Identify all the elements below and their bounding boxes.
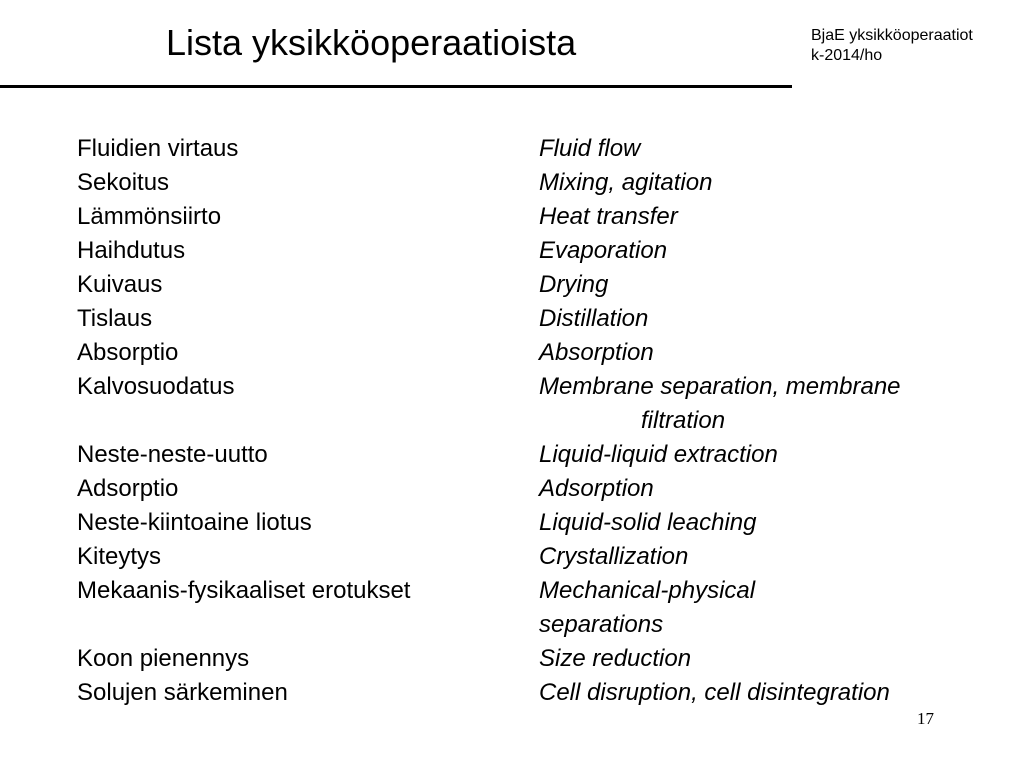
list-item	[77, 268, 997, 302]
term-english: Cell disruption, cell disintegration	[539, 679, 890, 706]
term-finnish: Haihdutus	[77, 237, 186, 264]
term-finnish: Tislaus	[77, 305, 153, 332]
list-item	[77, 540, 997, 574]
term-finnish: Adsorptio	[77, 475, 179, 502]
term-finnish: Solujen särkeminen	[77, 679, 288, 706]
term-english: Size reduction	[539, 645, 692, 672]
page-number: 17	[917, 709, 934, 728]
term-english: Distillation	[539, 305, 649, 332]
term-finnish: Kiteytys	[77, 543, 162, 570]
term-finnish: Absorptio	[77, 339, 179, 366]
title-divider	[0, 85, 792, 88]
term-english: Drying	[539, 271, 609, 298]
list-item	[77, 166, 997, 200]
list-item	[77, 370, 997, 438]
list-item	[77, 506, 997, 540]
slide-title: Lista yksikköoperaatioista	[166, 22, 577, 63]
list-item	[77, 642, 997, 676]
term-english: Liquid-liquid extraction	[539, 441, 778, 468]
course-tag-line-1: BjaE yksikköoperaatiot	[811, 27, 973, 44]
term-finnish: Sekoitus	[77, 169, 170, 196]
term-english: Heat transfer	[539, 203, 678, 230]
term-english-line-1: Mechanical-physical	[539, 577, 756, 604]
term-english: Absorption	[539, 339, 654, 366]
term-finnish: Lämmönsiirto	[77, 203, 222, 230]
list-item	[77, 472, 997, 506]
term-english: Adsorption	[539, 475, 654, 502]
course-tag	[811, 26, 973, 66]
term-finnish: Koon pienennys	[77, 645, 250, 672]
term-finnish: Neste-neste-uutto	[77, 441, 268, 468]
term-english-wrapped	[539, 370, 997, 438]
term-finnish: Mekaanis-fysikaaliset erotukset	[77, 577, 411, 604]
term-english-line-1: Membrane separation, membrane	[539, 373, 901, 400]
list-item	[77, 132, 997, 166]
term-english: Fluid flow	[539, 135, 641, 162]
term-english-wrapped	[539, 574, 997, 642]
term-english-line-2: filtration	[641, 407, 726, 434]
term-english: Mixing, agitation	[539, 169, 713, 196]
term-finnish: Kalvosuodatus	[77, 373, 235, 400]
term-finnish: Fluidien virtaus	[77, 135, 239, 162]
list-item	[77, 302, 997, 336]
term-english: Crystallization	[539, 543, 689, 570]
term-finnish: Neste-kiintoaine liotus	[77, 509, 312, 536]
list-item	[77, 438, 997, 472]
list-item	[77, 676, 997, 710]
term-finnish: Kuivaus	[77, 271, 163, 298]
unit-operations-list	[77, 132, 997, 710]
term-english: Evaporation	[539, 237, 668, 264]
list-item	[77, 336, 997, 370]
course-tag-line-2: k-2014/ho	[811, 47, 883, 64]
list-item	[77, 200, 997, 234]
term-english-line-2: separations	[539, 611, 664, 638]
list-item	[77, 574, 997, 642]
list-item	[77, 234, 997, 268]
term-english: Liquid-solid leaching	[539, 509, 757, 536]
